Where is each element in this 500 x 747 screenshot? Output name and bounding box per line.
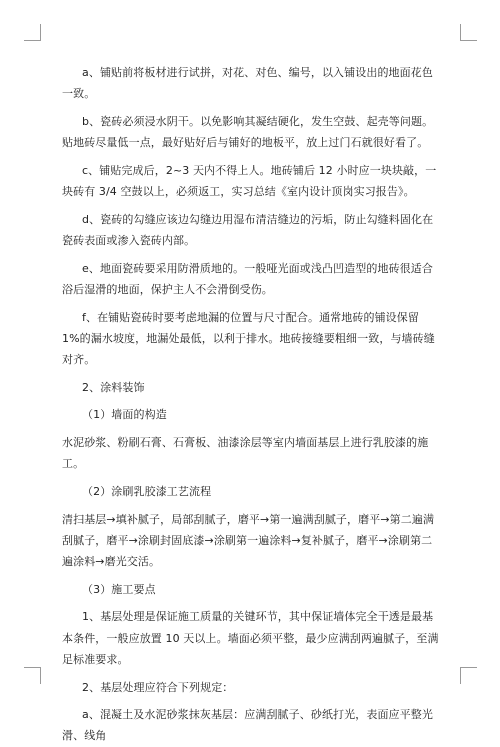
subheading-process-flow: （2）涂刷乳胶漆工艺流程 xyxy=(82,484,212,498)
crop-mark-top-right xyxy=(460,24,477,41)
subheading-construction-points: （3）施工要点 xyxy=(82,582,156,596)
paragraph-f: f、在铺贴瓷砖时要考虑地漏的位置与尺寸配合。通常地砖的铺设保留 1%的漏水坡度，地漏处最低，以利于排水。地砖接缝要粗细一致，与墙砖缝对齐。 xyxy=(62,310,435,366)
crop-mark-bottom-right xyxy=(460,667,477,684)
subheading-wall-structure: （1）墙面的构造 xyxy=(82,408,167,422)
paragraph-process-flow: 清扫基层→填补腻子，局部刮腻子，磨平→第一遍满刮腻子，磨平→第二遍满刮腻子，磨平→涂刷封固底漆→涂刷第一遍涂料→复补腻子，磨平→涂刷第二遍涂料→磨光交活。 xyxy=(62,512,435,569)
paragraph-point-2a: a、混凝土及水泥砂浆抹灰基层：应满刮腻子、砂纸打光，表面应平整光滑、线角 xyxy=(62,708,433,743)
paragraph-c: c、铺贴完成后，2~3 天内不得上人。地砖铺后 12 小时应一块块敲，一块砖有 3/4 空鼓以上，必须返工，实习总结《室内设计顶岗实习报告》。 xyxy=(62,163,437,199)
paragraph-e: e、地面瓷砖要采用防滑质地的。一般哑光面或浅凸凹造型的地砖很适合浴后湿滑的地面，保护主人不会滑倒受伤。 xyxy=(62,261,433,296)
crop-mark-top-left xyxy=(24,24,41,41)
paragraph-d: d、瓷砖的勾缝应该边勾缝边用湿布清洁缝边的污垢，防止勾缝料固化在瓷砖表面或渗入瓷砖内部。 xyxy=(62,212,434,247)
paragraph-b: b、瓷砖必须浸水阴干。以免影响其凝结硬化，发生空鼓、起壳等问题。贴地砖尽量低一点，最好贴好后与铺好的地板平，放上过门石就很好看了。 xyxy=(62,114,434,150)
section-heading-coating: 2、涂料装饰 xyxy=(82,380,145,394)
paragraph-a: a、铺贴前将板材进行试拼，对花、对色、编号，以入铺设出的地面花色一致。 xyxy=(62,66,433,101)
paragraph-point-2: 2、基层处理应符合下列规定： xyxy=(82,680,234,694)
paragraph-point-1: 1、基层处理是保证施工质量的关键环节，其中保证墙体完全干透是最基本条件，一般应放置 10 天以上。墙面必须平整，最少应满刮两遍腻子，至满足标准要求。 xyxy=(62,610,439,666)
crop-mark-bottom-left xyxy=(24,667,41,684)
document-body xyxy=(62,62,440,747)
paragraph-wall-structure: 水泥砂浆、粉刷石膏、石膏板、油漆涂层等室内墙面基层上进行乳胶漆的施工。 xyxy=(62,436,429,471)
